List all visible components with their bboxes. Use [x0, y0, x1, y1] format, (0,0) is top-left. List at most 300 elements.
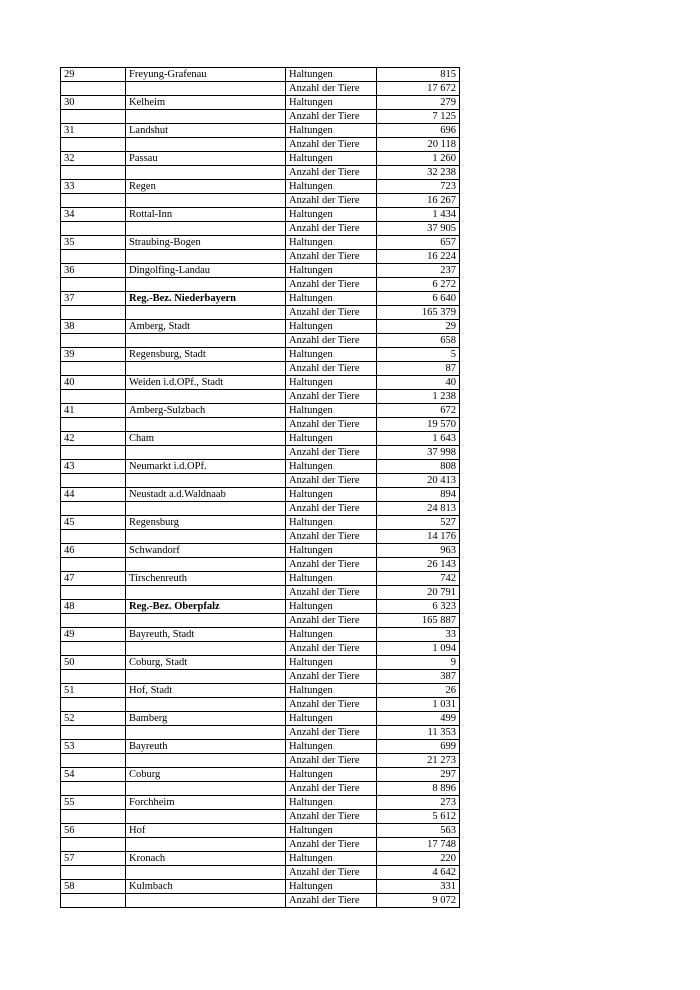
metric-label-haltungen: Haltungen: [286, 152, 377, 166]
row-number-empty: [61, 166, 126, 180]
table-row-haltungen: [61, 376, 460, 390]
row-number: 51: [61, 684, 126, 698]
district-name-empty: [126, 362, 286, 376]
metric-label-haltungen: Haltungen: [286, 320, 377, 334]
value-tiere: 20 118: [377, 138, 460, 152]
metric-label-tiere: Anzahl der Tiere: [286, 782, 377, 796]
value-haltungen: 815: [377, 68, 460, 82]
value-tiere: 26 143: [377, 558, 460, 572]
row-number-empty: [61, 838, 126, 852]
value-tiere: 21 273: [377, 754, 460, 768]
district-name: Regensburg: [126, 516, 286, 530]
row-number-empty: [61, 810, 126, 824]
value-haltungen: 696: [377, 124, 460, 138]
district-name: Reg.-Bez. Oberpfalz: [126, 600, 286, 614]
metric-label-tiere: Anzahl der Tiere: [286, 222, 377, 236]
value-tiere: 37 998: [377, 446, 460, 460]
value-haltungen: 29: [377, 320, 460, 334]
value-haltungen: 963: [377, 544, 460, 558]
table-row-haltungen: [61, 152, 460, 166]
table-row-haltungen: [61, 824, 460, 838]
table-row-tiere: [61, 810, 460, 824]
row-number-empty: [61, 278, 126, 292]
row-number: 33: [61, 180, 126, 194]
metric-label-tiere: Anzahl der Tiere: [286, 810, 377, 824]
value-tiere: 17 748: [377, 838, 460, 852]
value-haltungen: 6 323: [377, 600, 460, 614]
district-name: Hof: [126, 824, 286, 838]
row-number-empty: [61, 474, 126, 488]
value-tiere: 37 905: [377, 222, 460, 236]
row-number-empty: [61, 194, 126, 208]
district-name-empty: [126, 502, 286, 516]
district-name-empty: [126, 278, 286, 292]
district-name-empty: [126, 810, 286, 824]
district-name: Freyung-Grafenau: [126, 68, 286, 82]
row-number: 58: [61, 880, 126, 894]
value-tiere: 16 224: [377, 250, 460, 264]
district-name: Amberg, Stadt: [126, 320, 286, 334]
metric-label-tiere: Anzahl der Tiere: [286, 502, 377, 516]
metric-label-tiere: Anzahl der Tiere: [286, 110, 377, 124]
metric-label-tiere: Anzahl der Tiere: [286, 838, 377, 852]
district-name: Passau: [126, 152, 286, 166]
metric-label-tiere: Anzahl der Tiere: [286, 474, 377, 488]
metric-label-tiere: Anzahl der Tiere: [286, 726, 377, 740]
table-row-tiere: [61, 138, 460, 152]
row-number-empty: [61, 502, 126, 516]
metric-label-tiere: Anzahl der Tiere: [286, 614, 377, 628]
row-number-empty: [61, 782, 126, 796]
metric-label-haltungen: Haltungen: [286, 96, 377, 110]
row-number: 57: [61, 852, 126, 866]
metric-label-tiere: Anzahl der Tiere: [286, 278, 377, 292]
value-haltungen: 40: [377, 376, 460, 390]
row-number-empty: [61, 530, 126, 544]
value-tiere: 32 238: [377, 166, 460, 180]
district-name: Kulmbach: [126, 880, 286, 894]
row-number: 53: [61, 740, 126, 754]
metric-label-haltungen: Haltungen: [286, 292, 377, 306]
row-number-empty: [61, 670, 126, 684]
livestock-table: [60, 67, 460, 908]
value-tiere: 24 813: [377, 502, 460, 516]
metric-label-haltungen: Haltungen: [286, 572, 377, 586]
value-haltungen: 1 434: [377, 208, 460, 222]
row-number-empty: [61, 306, 126, 320]
value-haltungen: 672: [377, 404, 460, 418]
row-number-empty: [61, 110, 126, 124]
table-row-tiere: [61, 418, 460, 432]
value-tiere: 9 072: [377, 894, 460, 908]
metric-label-tiere: Anzahl der Tiere: [286, 166, 377, 180]
table-body: [61, 68, 460, 908]
metric-label-tiere: Anzahl der Tiere: [286, 530, 377, 544]
value-tiere: 658: [377, 334, 460, 348]
district-name: Cham: [126, 432, 286, 446]
table-row-tiere: [61, 558, 460, 572]
value-tiere: 8 896: [377, 782, 460, 796]
table-row-tiere: [61, 278, 460, 292]
value-haltungen: 1 260: [377, 152, 460, 166]
row-number: 41: [61, 404, 126, 418]
metric-label-haltungen: Haltungen: [286, 880, 377, 894]
value-haltungen: 808: [377, 460, 460, 474]
value-tiere: 1 238: [377, 390, 460, 404]
value-haltungen: 273: [377, 796, 460, 810]
table-row-tiere: [61, 362, 460, 376]
district-name-empty: [126, 670, 286, 684]
table-row-haltungen: [61, 348, 460, 362]
value-haltungen: 657: [377, 236, 460, 250]
value-haltungen: 331: [377, 880, 460, 894]
district-name: Tirschenreuth: [126, 572, 286, 586]
district-name: Bayreuth, Stadt: [126, 628, 286, 642]
row-number-empty: [61, 614, 126, 628]
district-name: Reg.-Bez. Niederbayern: [126, 292, 286, 306]
metric-label-haltungen: Haltungen: [286, 600, 377, 614]
table-row-tiere: [61, 222, 460, 236]
district-name-empty: [126, 446, 286, 460]
metric-label-haltungen: Haltungen: [286, 208, 377, 222]
district-name: Straubing-Bogen: [126, 236, 286, 250]
table-row-haltungen: [61, 292, 460, 306]
table-row-tiere: [61, 194, 460, 208]
district-name-empty: [126, 418, 286, 432]
value-haltungen: 563: [377, 824, 460, 838]
metric-label-tiere: Anzahl der Tiere: [286, 250, 377, 264]
row-number: 56: [61, 824, 126, 838]
district-name-empty: [126, 110, 286, 124]
table-row-haltungen: [61, 572, 460, 586]
value-tiere: 1 094: [377, 642, 460, 656]
value-tiere: 6 272: [377, 278, 460, 292]
metric-label-tiere: Anzahl der Tiere: [286, 642, 377, 656]
district-name: Amberg-Sulzbach: [126, 404, 286, 418]
table-row-haltungen: [61, 880, 460, 894]
metric-label-haltungen: Haltungen: [286, 68, 377, 82]
metric-label-haltungen: Haltungen: [286, 376, 377, 390]
district-name: Landshut: [126, 124, 286, 138]
table-row-haltungen: [61, 236, 460, 250]
metric-label-haltungen: Haltungen: [286, 236, 377, 250]
metric-label-tiere: Anzahl der Tiere: [286, 558, 377, 572]
row-number-empty: [61, 82, 126, 96]
district-name-empty: [126, 166, 286, 180]
district-name: Hof, Stadt: [126, 684, 286, 698]
district-name: Dingolfing-Landau: [126, 264, 286, 278]
metric-label-tiere: Anzahl der Tiere: [286, 754, 377, 768]
district-name-empty: [126, 138, 286, 152]
row-number: 50: [61, 656, 126, 670]
district-name-empty: [126, 782, 286, 796]
metric-label-tiere: Anzahl der Tiere: [286, 586, 377, 600]
row-number: 31: [61, 124, 126, 138]
row-number-empty: [61, 754, 126, 768]
metric-label-haltungen: Haltungen: [286, 180, 377, 194]
district-name: Rottal-Inn: [126, 208, 286, 222]
district-name-empty: [126, 726, 286, 740]
metric-label-haltungen: Haltungen: [286, 432, 377, 446]
row-number: 52: [61, 712, 126, 726]
value-haltungen: 26: [377, 684, 460, 698]
value-tiere: 16 267: [377, 194, 460, 208]
metric-label-haltungen: Haltungen: [286, 516, 377, 530]
district-name-empty: [126, 530, 286, 544]
value-tiere: 11 353: [377, 726, 460, 740]
table-row-haltungen: [61, 488, 460, 502]
table-row-tiere: [61, 866, 460, 880]
metric-label-haltungen: Haltungen: [286, 544, 377, 558]
district-name: Bayreuth: [126, 740, 286, 754]
row-number-empty: [61, 894, 126, 908]
table-row-haltungen: [61, 320, 460, 334]
value-haltungen: 499: [377, 712, 460, 726]
metric-label-tiere: Anzahl der Tiere: [286, 418, 377, 432]
value-tiere: 20 791: [377, 586, 460, 600]
table-row-haltungen: [61, 180, 460, 194]
metric-label-tiere: Anzahl der Tiere: [286, 334, 377, 348]
metric-label-haltungen: Haltungen: [286, 488, 377, 502]
table-row-tiere: [61, 250, 460, 264]
metric-label-haltungen: Haltungen: [286, 796, 377, 810]
row-number: 32: [61, 152, 126, 166]
table-row-tiere: [61, 614, 460, 628]
row-number: 48: [61, 600, 126, 614]
table-row-tiere: [61, 82, 460, 96]
district-name-empty: [126, 222, 286, 236]
district-name-empty: [126, 894, 286, 908]
row-number-empty: [61, 726, 126, 740]
metric-label-tiere: Anzahl der Tiere: [286, 446, 377, 460]
metric-label-haltungen: Haltungen: [286, 824, 377, 838]
metric-label-tiere: Anzahl der Tiere: [286, 698, 377, 712]
district-name-empty: [126, 306, 286, 320]
row-number: 38: [61, 320, 126, 334]
metric-label-haltungen: Haltungen: [286, 684, 377, 698]
table-row-haltungen: [61, 656, 460, 670]
table-row-tiere: [61, 530, 460, 544]
table-row-haltungen: [61, 96, 460, 110]
row-number: 36: [61, 264, 126, 278]
table-row-haltungen: [61, 740, 460, 754]
value-haltungen: 6 640: [377, 292, 460, 306]
value-haltungen: 5: [377, 348, 460, 362]
table-row-haltungen: [61, 516, 460, 530]
metric-label-tiere: Anzahl der Tiere: [286, 194, 377, 208]
row-number-empty: [61, 642, 126, 656]
row-number-empty: [61, 586, 126, 600]
row-number: 55: [61, 796, 126, 810]
row-number: 30: [61, 96, 126, 110]
table-row-tiere: [61, 670, 460, 684]
district-name: Schwandorf: [126, 544, 286, 558]
district-name-empty: [126, 586, 286, 600]
value-haltungen: 1 643: [377, 432, 460, 446]
metric-label-haltungen: Haltungen: [286, 404, 377, 418]
district-name: Bamberg: [126, 712, 286, 726]
value-tiere: 387: [377, 670, 460, 684]
metric-label-haltungen: Haltungen: [286, 656, 377, 670]
value-haltungen: 297: [377, 768, 460, 782]
row-number: 45: [61, 516, 126, 530]
district-name-empty: [126, 474, 286, 488]
row-number-empty: [61, 558, 126, 572]
district-name-empty: [126, 558, 286, 572]
value-haltungen: 699: [377, 740, 460, 754]
value-haltungen: 9: [377, 656, 460, 670]
district-name: Neustadt a.d.Waldnaab: [126, 488, 286, 502]
row-number: 47: [61, 572, 126, 586]
metric-label-tiere: Anzahl der Tiere: [286, 82, 377, 96]
table-row-haltungen: [61, 432, 460, 446]
table-row-haltungen: [61, 208, 460, 222]
district-name-empty: [126, 642, 286, 656]
table-row-tiere: [61, 390, 460, 404]
metric-label-tiere: Anzahl der Tiere: [286, 138, 377, 152]
metric-label-tiere: Anzahl der Tiere: [286, 670, 377, 684]
row-number-empty: [61, 334, 126, 348]
row-number: 40: [61, 376, 126, 390]
row-number: 54: [61, 768, 126, 782]
metric-label-haltungen: Haltungen: [286, 124, 377, 138]
table-row-tiere: [61, 110, 460, 124]
district-name-empty: [126, 866, 286, 880]
value-tiere: 7 125: [377, 110, 460, 124]
district-name-empty: [126, 194, 286, 208]
table-row-tiere: [61, 698, 460, 712]
table-row-tiere: [61, 446, 460, 460]
value-haltungen: 894: [377, 488, 460, 502]
table-row-tiere: [61, 838, 460, 852]
district-name-empty: [126, 334, 286, 348]
metric-label-tiere: Anzahl der Tiere: [286, 894, 377, 908]
value-tiere: 19 570: [377, 418, 460, 432]
value-tiere: 165 379: [377, 306, 460, 320]
district-name: Kelheim: [126, 96, 286, 110]
value-tiere: 20 413: [377, 474, 460, 488]
row-number-empty: [61, 418, 126, 432]
row-number-empty: [61, 138, 126, 152]
row-number-empty: [61, 390, 126, 404]
district-name-empty: [126, 698, 286, 712]
metric-label-haltungen: Haltungen: [286, 264, 377, 278]
row-number-empty: [61, 222, 126, 236]
district-name-empty: [126, 82, 286, 96]
metric-label-haltungen: Haltungen: [286, 852, 377, 866]
value-tiere: 1 031: [377, 698, 460, 712]
metric-label-haltungen: Haltungen: [286, 768, 377, 782]
table-row-tiere: [61, 782, 460, 796]
value-haltungen: 237: [377, 264, 460, 278]
value-tiere: 17 672: [377, 82, 460, 96]
district-name: Neumarkt i.d.OPf.: [126, 460, 286, 474]
district-name: Coburg: [126, 768, 286, 782]
table-row-haltungen: [61, 684, 460, 698]
value-haltungen: 742: [377, 572, 460, 586]
metric-label-haltungen: Haltungen: [286, 348, 377, 362]
table-row-haltungen: [61, 68, 460, 82]
district-name: Weiden i.d.OPf., Stadt: [126, 376, 286, 390]
table-row-haltungen: [61, 124, 460, 138]
table-row-haltungen: [61, 544, 460, 558]
row-number: 43: [61, 460, 126, 474]
table-row-haltungen: [61, 404, 460, 418]
metric-label-tiere: Anzahl der Tiere: [286, 866, 377, 880]
table-row-tiere: [61, 586, 460, 600]
row-number: 46: [61, 544, 126, 558]
value-tiere: 4 642: [377, 866, 460, 880]
district-name-empty: [126, 838, 286, 852]
table-row-tiere: [61, 306, 460, 320]
table-row-haltungen: [61, 264, 460, 278]
table-row-tiere: [61, 166, 460, 180]
value-tiere: 5 612: [377, 810, 460, 824]
value-haltungen: 279: [377, 96, 460, 110]
value-haltungen: 723: [377, 180, 460, 194]
district-name: Forchheim: [126, 796, 286, 810]
row-number: 44: [61, 488, 126, 502]
row-number: 42: [61, 432, 126, 446]
row-number-empty: [61, 866, 126, 880]
metric-label-haltungen: Haltungen: [286, 628, 377, 642]
table-row-tiere: [61, 894, 460, 908]
row-number-empty: [61, 362, 126, 376]
district-name-empty: [126, 250, 286, 264]
table-row-haltungen: [61, 852, 460, 866]
district-name-empty: [126, 390, 286, 404]
metric-label-tiere: Anzahl der Tiere: [286, 390, 377, 404]
table-row-tiere: [61, 754, 460, 768]
value-haltungen: 527: [377, 516, 460, 530]
value-tiere: 87: [377, 362, 460, 376]
metric-label-haltungen: Haltungen: [286, 740, 377, 754]
value-haltungen: 220: [377, 852, 460, 866]
table-row-haltungen: [61, 768, 460, 782]
row-number-empty: [61, 250, 126, 264]
row-number: 49: [61, 628, 126, 642]
table-row-haltungen: [61, 600, 460, 614]
table-row-tiere: [61, 502, 460, 516]
table-row-haltungen: [61, 628, 460, 642]
district-name: Regen: [126, 180, 286, 194]
row-number-empty: [61, 698, 126, 712]
value-haltungen: 33: [377, 628, 460, 642]
table-row-tiere: [61, 334, 460, 348]
row-number: 39: [61, 348, 126, 362]
value-tiere: 165 887: [377, 614, 460, 628]
district-name: Coburg, Stadt: [126, 656, 286, 670]
table-row-haltungen: [61, 712, 460, 726]
metric-label-haltungen: Haltungen: [286, 712, 377, 726]
row-number: 37: [61, 292, 126, 306]
district-name-empty: [126, 614, 286, 628]
district-name-empty: [126, 754, 286, 768]
table-row-haltungen: [61, 460, 460, 474]
table-row-tiere: [61, 642, 460, 656]
metric-label-haltungen: Haltungen: [286, 460, 377, 474]
row-number: 35: [61, 236, 126, 250]
table-row-tiere: [61, 474, 460, 488]
value-tiere: 14 176: [377, 530, 460, 544]
district-name: Regensburg, Stadt: [126, 348, 286, 362]
table-row-tiere: [61, 726, 460, 740]
metric-label-tiere: Anzahl der Tiere: [286, 362, 377, 376]
table-row-haltungen: [61, 796, 460, 810]
row-number-empty: [61, 446, 126, 460]
metric-label-tiere: Anzahl der Tiere: [286, 306, 377, 320]
district-name: Kronach: [126, 852, 286, 866]
